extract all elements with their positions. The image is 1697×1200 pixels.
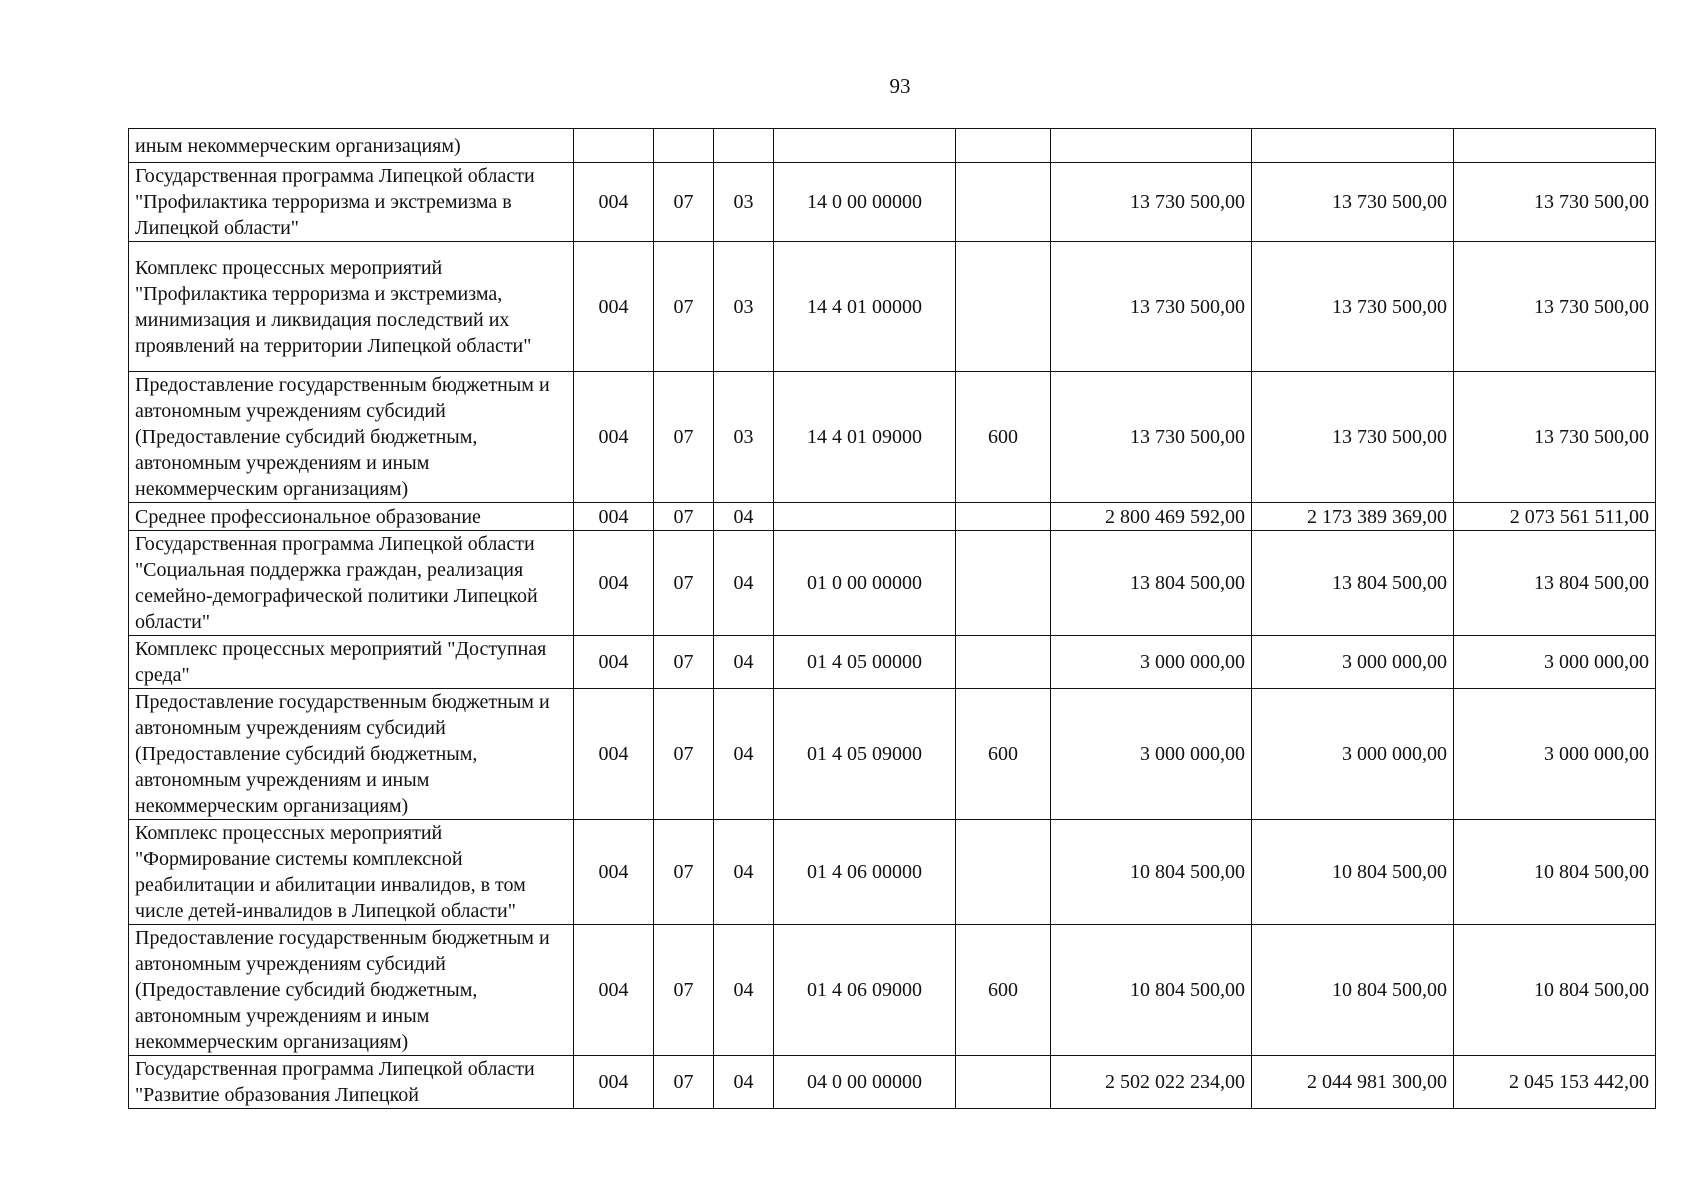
row-expense-type	[956, 503, 1051, 531]
row-amount-year2	[1252, 129, 1454, 163]
row-amount-year1: 10 804 500,00	[1051, 820, 1252, 925]
row-subsection-code: 04	[714, 925, 774, 1056]
row-ved-code	[574, 129, 654, 163]
table-row	[129, 129, 1656, 163]
row-section-code: 07	[654, 242, 714, 372]
row-ved-code: 004	[574, 372, 654, 503]
row-amount-year1: 13 804 500,00	[1051, 531, 1252, 636]
row-amount-year3	[1454, 129, 1656, 163]
row-amount-year1: 3 000 000,00	[1051, 689, 1252, 820]
row-section-code: 07	[654, 163, 714, 242]
row-section-code: 07	[654, 820, 714, 925]
row-expense-type	[956, 820, 1051, 925]
row-amount-year1: 13 730 500,00	[1051, 372, 1252, 503]
table-row	[129, 689, 1656, 820]
row-amount-year1: 3 000 000,00	[1051, 636, 1252, 689]
row-subsection-code: 03	[714, 372, 774, 503]
row-name: Предоставление государственным бюджетным и автономным учреждениям субсидий (Предоставление субсидий бюджетным, автономным учреждениям и иным некоммерческим организациям)	[129, 925, 574, 1056]
row-expense-type	[956, 129, 1051, 163]
page-number: 93	[889, 74, 911, 98]
row-amount-year2: 10 804 500,00	[1252, 820, 1454, 925]
row-ved-code: 004	[574, 531, 654, 636]
row-section-code: 07	[654, 503, 714, 531]
row-section-code: 07	[654, 636, 714, 689]
table-row	[129, 372, 1656, 503]
row-section-code	[654, 129, 714, 163]
row-amount-year3: 13 730 500,00	[1454, 242, 1656, 372]
row-name: иным некоммерческим организациям)	[129, 129, 574, 163]
row-target-article: 04 0 00 00000	[774, 1056, 956, 1109]
row-name: Государственная программа Липецкой области "Социальная поддержка граждан, реализация семейно-демографической политики Липецкой области"	[129, 531, 574, 636]
row-amount-year3: 3 000 000,00	[1454, 689, 1656, 820]
row-subsection-code	[714, 129, 774, 163]
row-subsection-code: 04	[714, 1056, 774, 1109]
row-ved-code: 004	[574, 242, 654, 372]
row-section-code: 07	[654, 1056, 714, 1109]
budget-table	[128, 128, 1656, 1109]
row-target-article: 01 4 06 09000	[774, 925, 956, 1056]
row-amount-year2: 13 730 500,00	[1252, 163, 1454, 242]
row-amount-year2: 2 044 981 300,00	[1252, 1056, 1454, 1109]
row-target-article: 01 4 05 09000	[774, 689, 956, 820]
row-target-article: 01 0 00 00000	[774, 531, 956, 636]
row-expense-type	[956, 531, 1051, 636]
budget-table-body	[129, 129, 1656, 1109]
row-target-article: 01 4 05 00000	[774, 636, 956, 689]
row-amount-year3: 2 045 153 442,00	[1454, 1056, 1656, 1109]
table-row	[129, 1056, 1656, 1109]
row-target-article	[774, 503, 956, 531]
row-amount-year1: 13 730 500,00	[1051, 163, 1252, 242]
row-amount-year3: 3 000 000,00	[1454, 636, 1656, 689]
row-name: Комплекс процессных мероприятий "Формирование системы комплексной реабилитации и абилитации инвалидов, в том числе детей-инвалидов в Липецкой области"	[129, 820, 574, 925]
row-target-article: 14 4 01 09000	[774, 372, 956, 503]
row-name: Государственная программа Липецкой области "Развитие образования Липецкой	[129, 1056, 574, 1109]
row-target-article: 01 4 06 00000	[774, 820, 956, 925]
table-row	[129, 163, 1656, 242]
row-amount-year2: 13 730 500,00	[1252, 242, 1454, 372]
row-name: Комплекс процессных мероприятий "Профилактика терроризма и экстремизма, минимизация и ликвидация последствий их проявлений на территории Липецкой области"	[129, 242, 574, 372]
row-section-code: 07	[654, 372, 714, 503]
table-row	[129, 531, 1656, 636]
row-target-article: 14 4 01 00000	[774, 242, 956, 372]
row-amount-year1: 2 800 469 592,00	[1051, 503, 1252, 531]
row-section-code: 07	[654, 531, 714, 636]
row-amount-year2: 10 804 500,00	[1252, 925, 1454, 1056]
row-expense-type	[956, 163, 1051, 242]
row-section-code: 07	[654, 925, 714, 1056]
row-subsection-code: 03	[714, 163, 774, 242]
row-amount-year3: 10 804 500,00	[1454, 925, 1656, 1056]
row-name: Предоставление государственным бюджетным и автономным учреждениям субсидий (Предоставление субсидий бюджетным, автономным учреждениям и иным некоммерческим организациям)	[129, 372, 574, 503]
row-ved-code: 004	[574, 820, 654, 925]
row-subsection-code: 03	[714, 242, 774, 372]
row-expense-type	[956, 242, 1051, 372]
row-expense-type: 600	[956, 689, 1051, 820]
table-row	[129, 636, 1656, 689]
row-target-article: 14 0 00 00000	[774, 163, 956, 242]
row-amount-year1: 10 804 500,00	[1051, 925, 1252, 1056]
row-section-code: 07	[654, 689, 714, 820]
row-name: Государственная программа Липецкой области "Профилактика терроризма и экстремизма в Липецкой области"	[129, 163, 574, 242]
row-amount-year2: 13 730 500,00	[1252, 372, 1454, 503]
row-amount-year3: 13 804 500,00	[1454, 531, 1656, 636]
row-subsection-code: 04	[714, 820, 774, 925]
row-amount-year3: 2 073 561 511,00	[1454, 503, 1656, 531]
table-row	[129, 503, 1656, 531]
row-name: Комплекс процессных мероприятий "Доступная среда"	[129, 636, 574, 689]
row-ved-code: 004	[574, 925, 654, 1056]
row-ved-code: 004	[574, 636, 654, 689]
row-amount-year2: 3 000 000,00	[1252, 689, 1454, 820]
row-amount-year1: 13 730 500,00	[1051, 242, 1252, 372]
row-amount-year2: 13 804 500,00	[1252, 531, 1454, 636]
table-row	[129, 925, 1656, 1056]
row-ved-code: 004	[574, 689, 654, 820]
row-amount-year2: 3 000 000,00	[1252, 636, 1454, 689]
row-subsection-code: 04	[714, 689, 774, 820]
row-subsection-code: 04	[714, 636, 774, 689]
row-amount-year2: 2 173 389 369,00	[1252, 503, 1454, 531]
row-name: Предоставление государственным бюджетным и автономным учреждениям субсидий (Предоставление субсидий бюджетным, автономным учреждениям и иным некоммерческим организациям)	[129, 689, 574, 820]
row-amount-year1	[1051, 129, 1252, 163]
row-amount-year3: 13 730 500,00	[1454, 163, 1656, 242]
row-subsection-code: 04	[714, 531, 774, 636]
table-row	[129, 242, 1656, 372]
row-expense-type	[956, 636, 1051, 689]
row-amount-year3: 10 804 500,00	[1454, 820, 1656, 925]
row-expense-type	[956, 1056, 1051, 1109]
table-row	[129, 820, 1656, 925]
row-ved-code: 004	[574, 1056, 654, 1109]
row-expense-type: 600	[956, 925, 1051, 1056]
row-ved-code: 004	[574, 503, 654, 531]
row-name: Среднее профессиональное образование	[129, 503, 574, 531]
row-ved-code: 004	[574, 163, 654, 242]
row-subsection-code: 04	[714, 503, 774, 531]
row-amount-year1: 2 502 022 234,00	[1051, 1056, 1252, 1109]
row-target-article	[774, 129, 956, 163]
row-amount-year3: 13 730 500,00	[1454, 372, 1656, 503]
row-expense-type: 600	[956, 372, 1051, 503]
